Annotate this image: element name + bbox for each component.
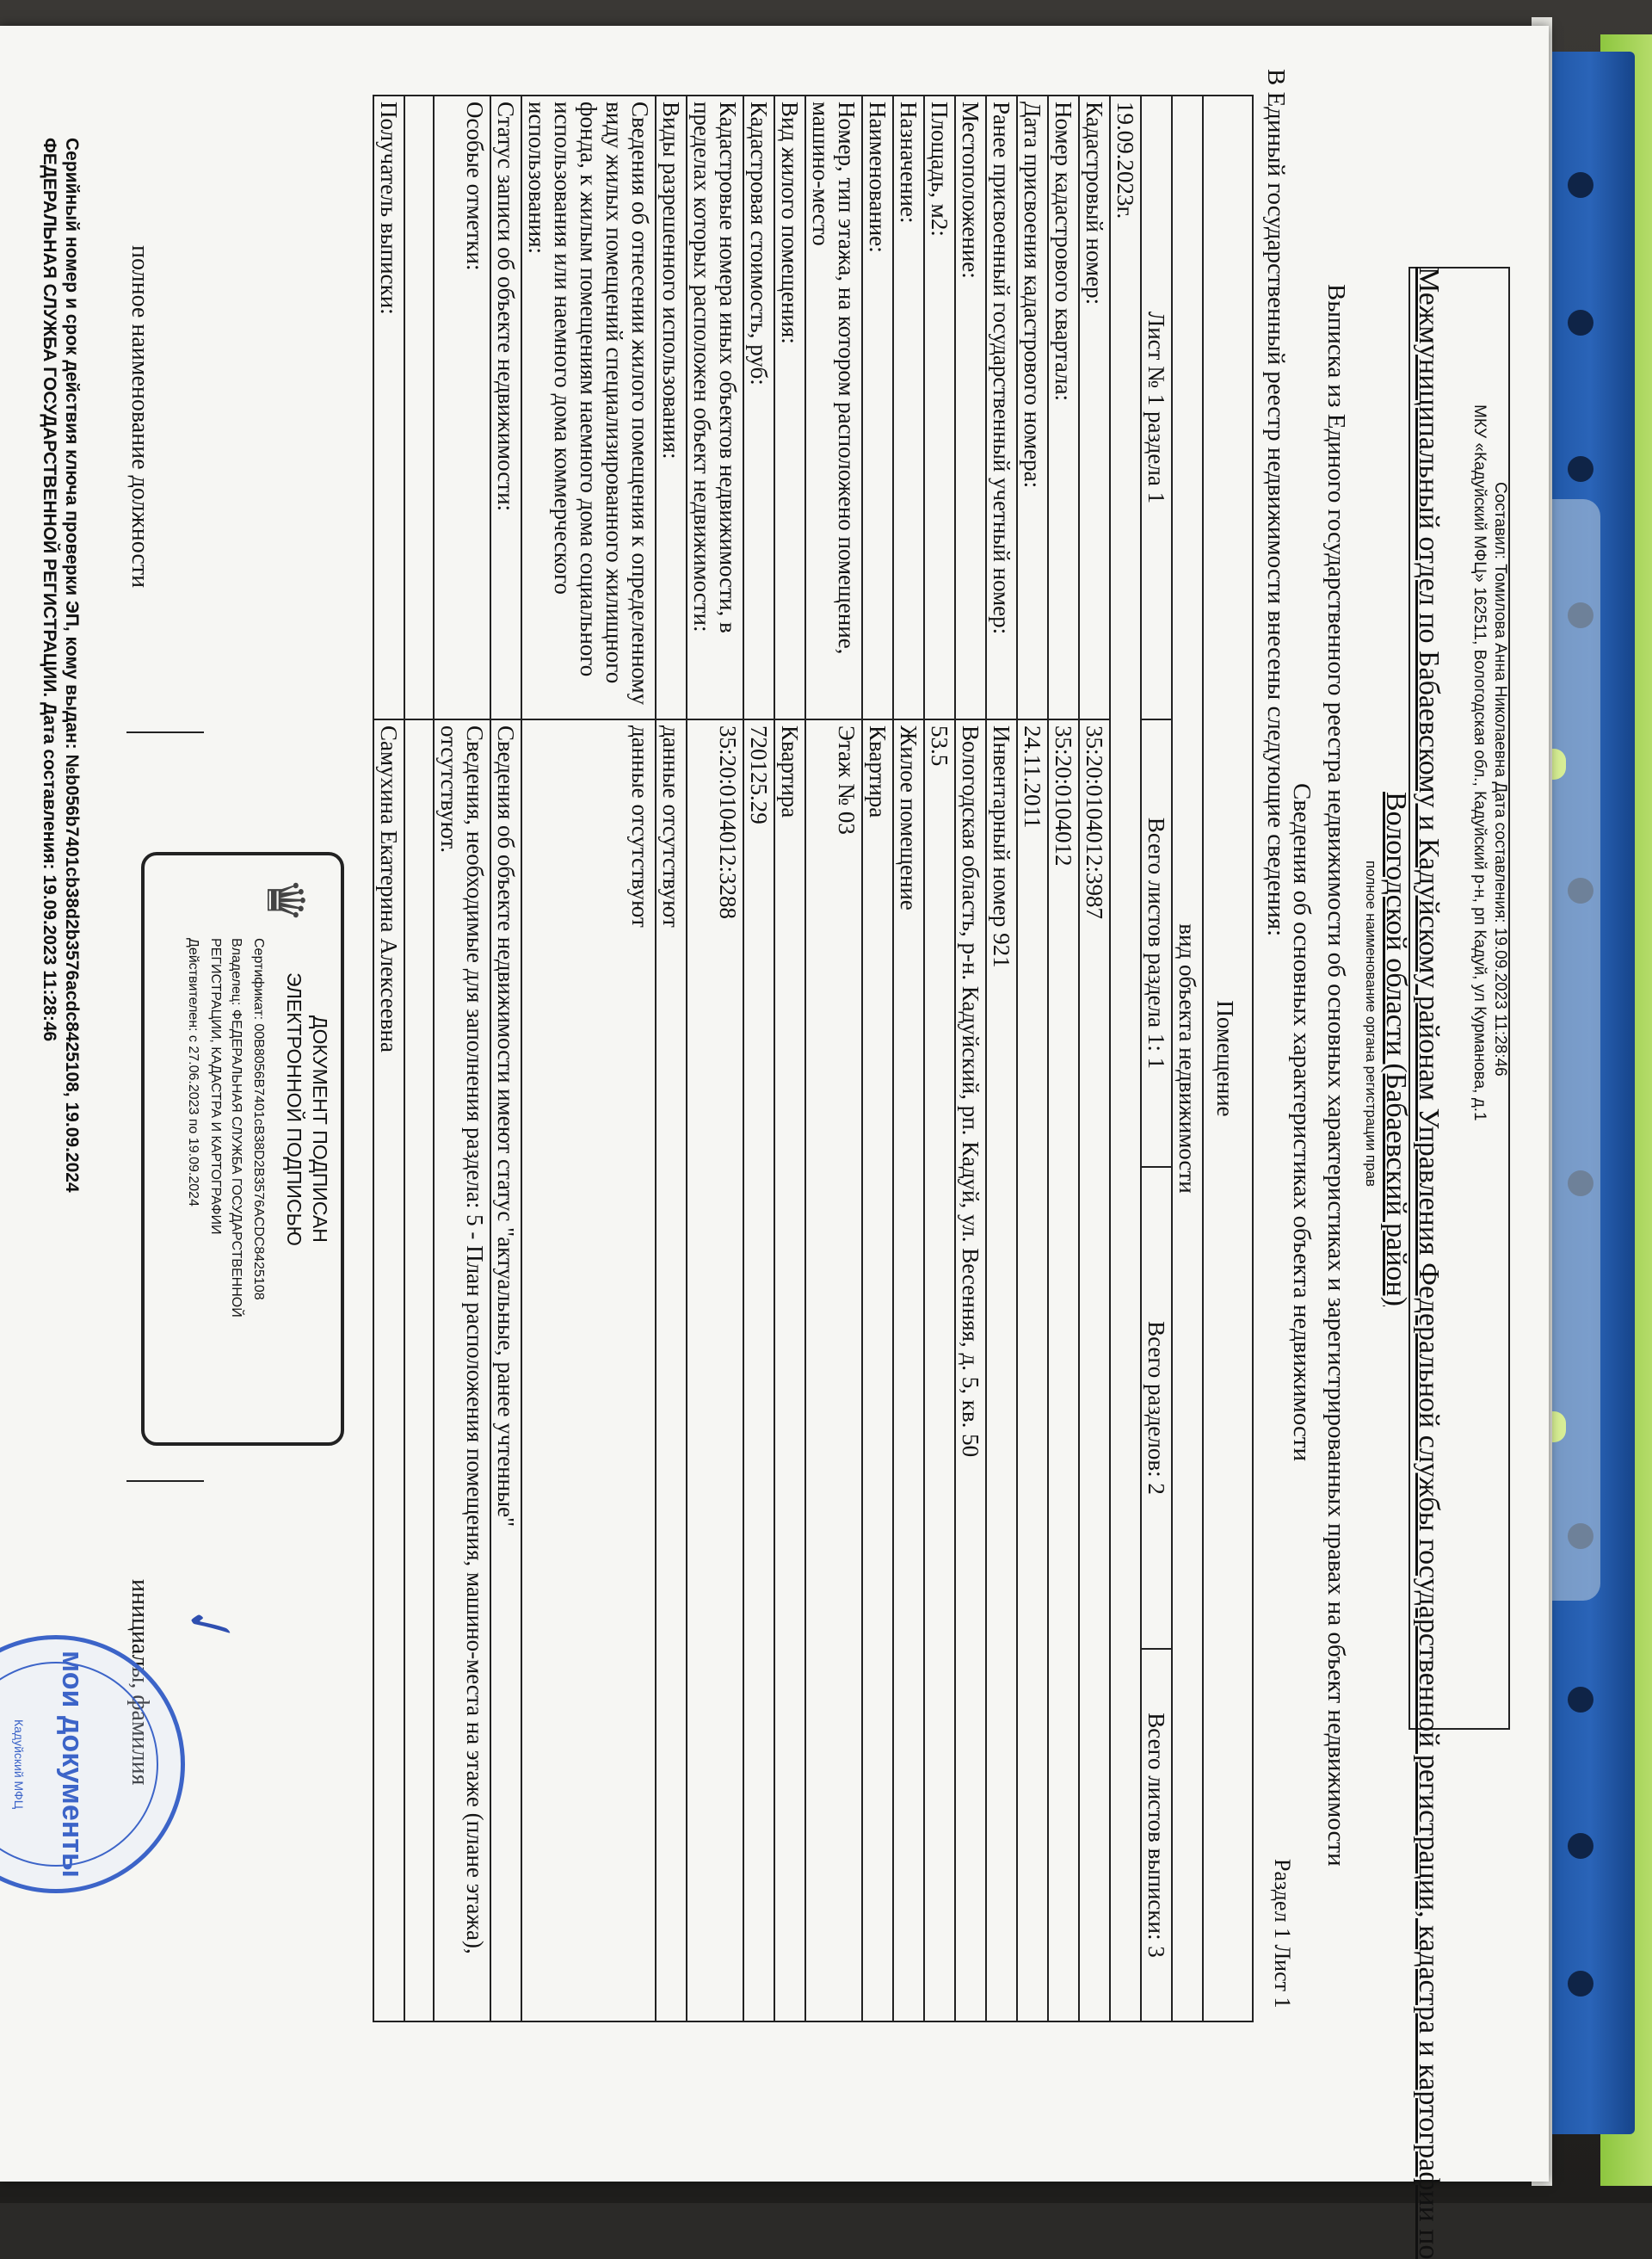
- row-value: 35:20:0104012: [1048, 719, 1079, 2021]
- table-row: [986, 96, 1017, 2021]
- certificate-owner-2: РЕГИСТРАЦИИ, КАДАСТРА И КАРТОГРАФИИ: [208, 938, 223, 1235]
- stamp-logo-text: мои документы: [56, 1651, 89, 1878]
- intro-text: В Единый государственный реестр недвижимости внесены следующие сведения:: [1262, 69, 1290, 937]
- binder-hole: [1568, 310, 1593, 336]
- authority-caption: полное наименование органа регистрации прав: [1363, 861, 1379, 1188]
- row-label: Ранее присвоенный государственный учетный номер:: [986, 96, 1017, 719]
- registration-authority: Межмуниципальный отдел по Бабаевскому и Кадуйскому районам Управления Федеральной службы государственной регистрации, кадастра и картографии по: [1413, 267, 1445, 2259]
- table-row: [805, 96, 862, 2021]
- table-row: [373, 96, 404, 2021]
- row-value: Этаж № 03: [805, 719, 862, 2021]
- binder-hole: [1568, 1833, 1593, 1859]
- row-label: Кадастровые номера иных объектов недвижимости, в пределах которых расположен объект недвижимости:: [687, 96, 743, 719]
- compiled-by: Составил: Томилова Анна Николаевна Дата составления: 19.09.2023 11:28:46: [1491, 482, 1509, 1077]
- row-value: Самухина Екатерина Алексеевна: [373, 719, 404, 2021]
- table-row: [1079, 96, 1110, 2021]
- row-value: Инвентарный номер 921: [986, 719, 1017, 2021]
- object-type: Помещение: [1203, 96, 1253, 2021]
- row-label: Площадь, м2:: [924, 96, 955, 719]
- certificate-number: Сертификат: 00B8056B7401cB38D2B3576ACDC8425108: [251, 938, 266, 1300]
- table-row: [1203, 96, 1253, 2021]
- row-value: Сведения об объекте недвижимости имеют статус "актуальные, ранее учтенные": [490, 719, 521, 2021]
- table-row: [490, 96, 521, 2021]
- row-label: Номер, тип этажа, на котором расположено помещение, машино-место: [805, 96, 862, 719]
- row-label: Виды разрешенного использования:: [656, 96, 687, 719]
- signed-label-2: ЭЛЕКТРОННОЙ ПОДПИСЬЮ: [283, 972, 305, 1246]
- position-caption: полное наименование должности: [126, 245, 153, 589]
- row-label: Местоположение:: [955, 96, 986, 719]
- document-title: Выписка из Единого государственного реестра недвижимости об основных характеристиках и зарегистрированных правах на объект недвижимости: [1322, 284, 1350, 1867]
- row-value: Квартира: [862, 719, 893, 2021]
- table-row: [404, 96, 434, 2021]
- footer-divider: [126, 1480, 204, 1482]
- table-row: [656, 96, 687, 2021]
- table-row: [1141, 96, 1172, 2021]
- binder-hole: [1568, 1971, 1593, 1997]
- row-value: данные отсутствуют: [521, 719, 656, 2021]
- row-value: Жилое помещение: [893, 719, 924, 2021]
- certificate-owner: Владелец: ФЕДЕРАЛЬНАЯ СЛУЖБА ГОСУДАРСТВЕННОЙ: [229, 938, 243, 1318]
- table-row: [743, 96, 774, 2021]
- row-label: Наименование:: [862, 96, 893, 719]
- row-label: Номер кадастрового квартала:: [1048, 96, 1079, 719]
- row-label: Получатель выписки:: [373, 96, 404, 719]
- row-label: Назначение:: [893, 96, 924, 719]
- row-value: 53.5: [924, 719, 955, 2021]
- table-row: [862, 96, 893, 2021]
- binder-hole: [1568, 172, 1593, 198]
- row-value: 24.11.2011: [1017, 719, 1048, 2021]
- row-label: Сведения об отнесении жилого помещения к определенному виду жилых помещений специализированного жилищного фонда, к жилым помещениям наемного дома социального использования или наемного дома коммерческого использования:: [521, 96, 656, 719]
- row-label: Статус записи об объекте недвижимости:: [490, 96, 521, 719]
- table-row: [955, 96, 986, 2021]
- key-serial: Серийный номер и срок действия ключа проверки ЭП, кому выдан: №b056b7401cb38d2b3576acdc8425108, 19.09.2024: [62, 138, 82, 1193]
- binder-hole: [1568, 1687, 1593, 1713]
- certificate-validity: Действителен: с 27.06.2023 по 19.09.2024: [186, 938, 200, 1207]
- table-row: [1172, 96, 1203, 2021]
- table-row: [687, 96, 743, 2021]
- row-label: Кадастровая стоимость, руб:: [743, 96, 774, 719]
- total-sections: Всего разделов: 2: [1141, 1167, 1172, 1649]
- total-sheets-extract: Всего листов выписки: 3: [1141, 1649, 1172, 2021]
- handwritten-signature: ✓: [170, 1589, 243, 1656]
- table-row: [924, 96, 955, 2021]
- row-value: Вологодская область, р-н. Кадуйский, рп. Кадуй, ул. Весенняя, д. 5, кв. 50: [955, 719, 986, 2021]
- row-value: [404, 719, 434, 2021]
- row-label: Вид жилого помещения:: [774, 96, 805, 719]
- footer-divider: [126, 731, 204, 733]
- name-caption: инициалы, фамилия: [126, 1579, 153, 1786]
- row-value: 35:20:0104012:3987: [1079, 719, 1110, 2021]
- issuer-line: ФЕДЕРАЛЬНАЯ СЛУЖБА ГОСУДАРСТВЕННОЙ РЕГИСТРАЦИИ. Дата составления: 19.09.2023 11:28:46: [40, 138, 59, 1042]
- table-row: [1048, 96, 1079, 2021]
- registration-authority-region: Вологодской области (Бабаевский район): [1380, 792, 1412, 1306]
- section-label: Раздел 1 Лист 1: [1270, 1859, 1295, 2009]
- mfc-address: МКУ «Кадуйский МФЦ» 162511, Вологодская обл., Кадуйский р-н, рп Кадуй, ул Курманова, д.1: [1470, 404, 1489, 1121]
- extract-date: 19.09.2023г.: [1110, 96, 1141, 2021]
- row-value: Квартира: [774, 719, 805, 2021]
- sheet-number: Лист № 1 раздела 1: [1141, 96, 1172, 719]
- row-label: [404, 96, 434, 719]
- stamp-subtext: Кадуйский МФЦ: [12, 1719, 26, 1810]
- row-value: данные отсутствуют: [656, 719, 687, 2021]
- row-value: 720125.29: [743, 719, 774, 2021]
- table-row: [434, 96, 490, 2021]
- object-type-caption: вид объекта недвижимости: [1172, 96, 1203, 2021]
- table-row: [893, 96, 924, 2021]
- table-row: [1017, 96, 1048, 2021]
- row-label: Дата присвоения кадастрового номера:: [1017, 96, 1048, 719]
- row-value: Сведения, необходимые для заполнения раздела: 5 - План расположения помещения, машино-места на этаже (плане этажа), отсутствуют.: [434, 719, 490, 2021]
- total-sheets-section: Всего листов раздела 1: 1: [1141, 719, 1172, 1167]
- table-row: [1110, 96, 1141, 2021]
- row-label: Особые отметки:: [434, 96, 490, 719]
- signed-label: ДОКУМЕНТ ПОДПИСАН: [309, 1015, 331, 1243]
- row-label: Кадастровый номер:: [1079, 96, 1110, 719]
- table-row: [774, 96, 805, 2021]
- binder-hole: [1568, 456, 1593, 482]
- document-subtitle: Сведения об основных характеристиках объекта недвижимости: [1288, 783, 1316, 1462]
- property-table: [373, 95, 1254, 2022]
- table-row: [521, 96, 656, 2021]
- mfc-stamp: [0, 1635, 185, 1893]
- coat-of-arms-icon: ♛: [256, 877, 313, 923]
- document-page: [12, 34, 1544, 2259]
- row-value: 35:20:0104012:3288: [687, 719, 743, 2021]
